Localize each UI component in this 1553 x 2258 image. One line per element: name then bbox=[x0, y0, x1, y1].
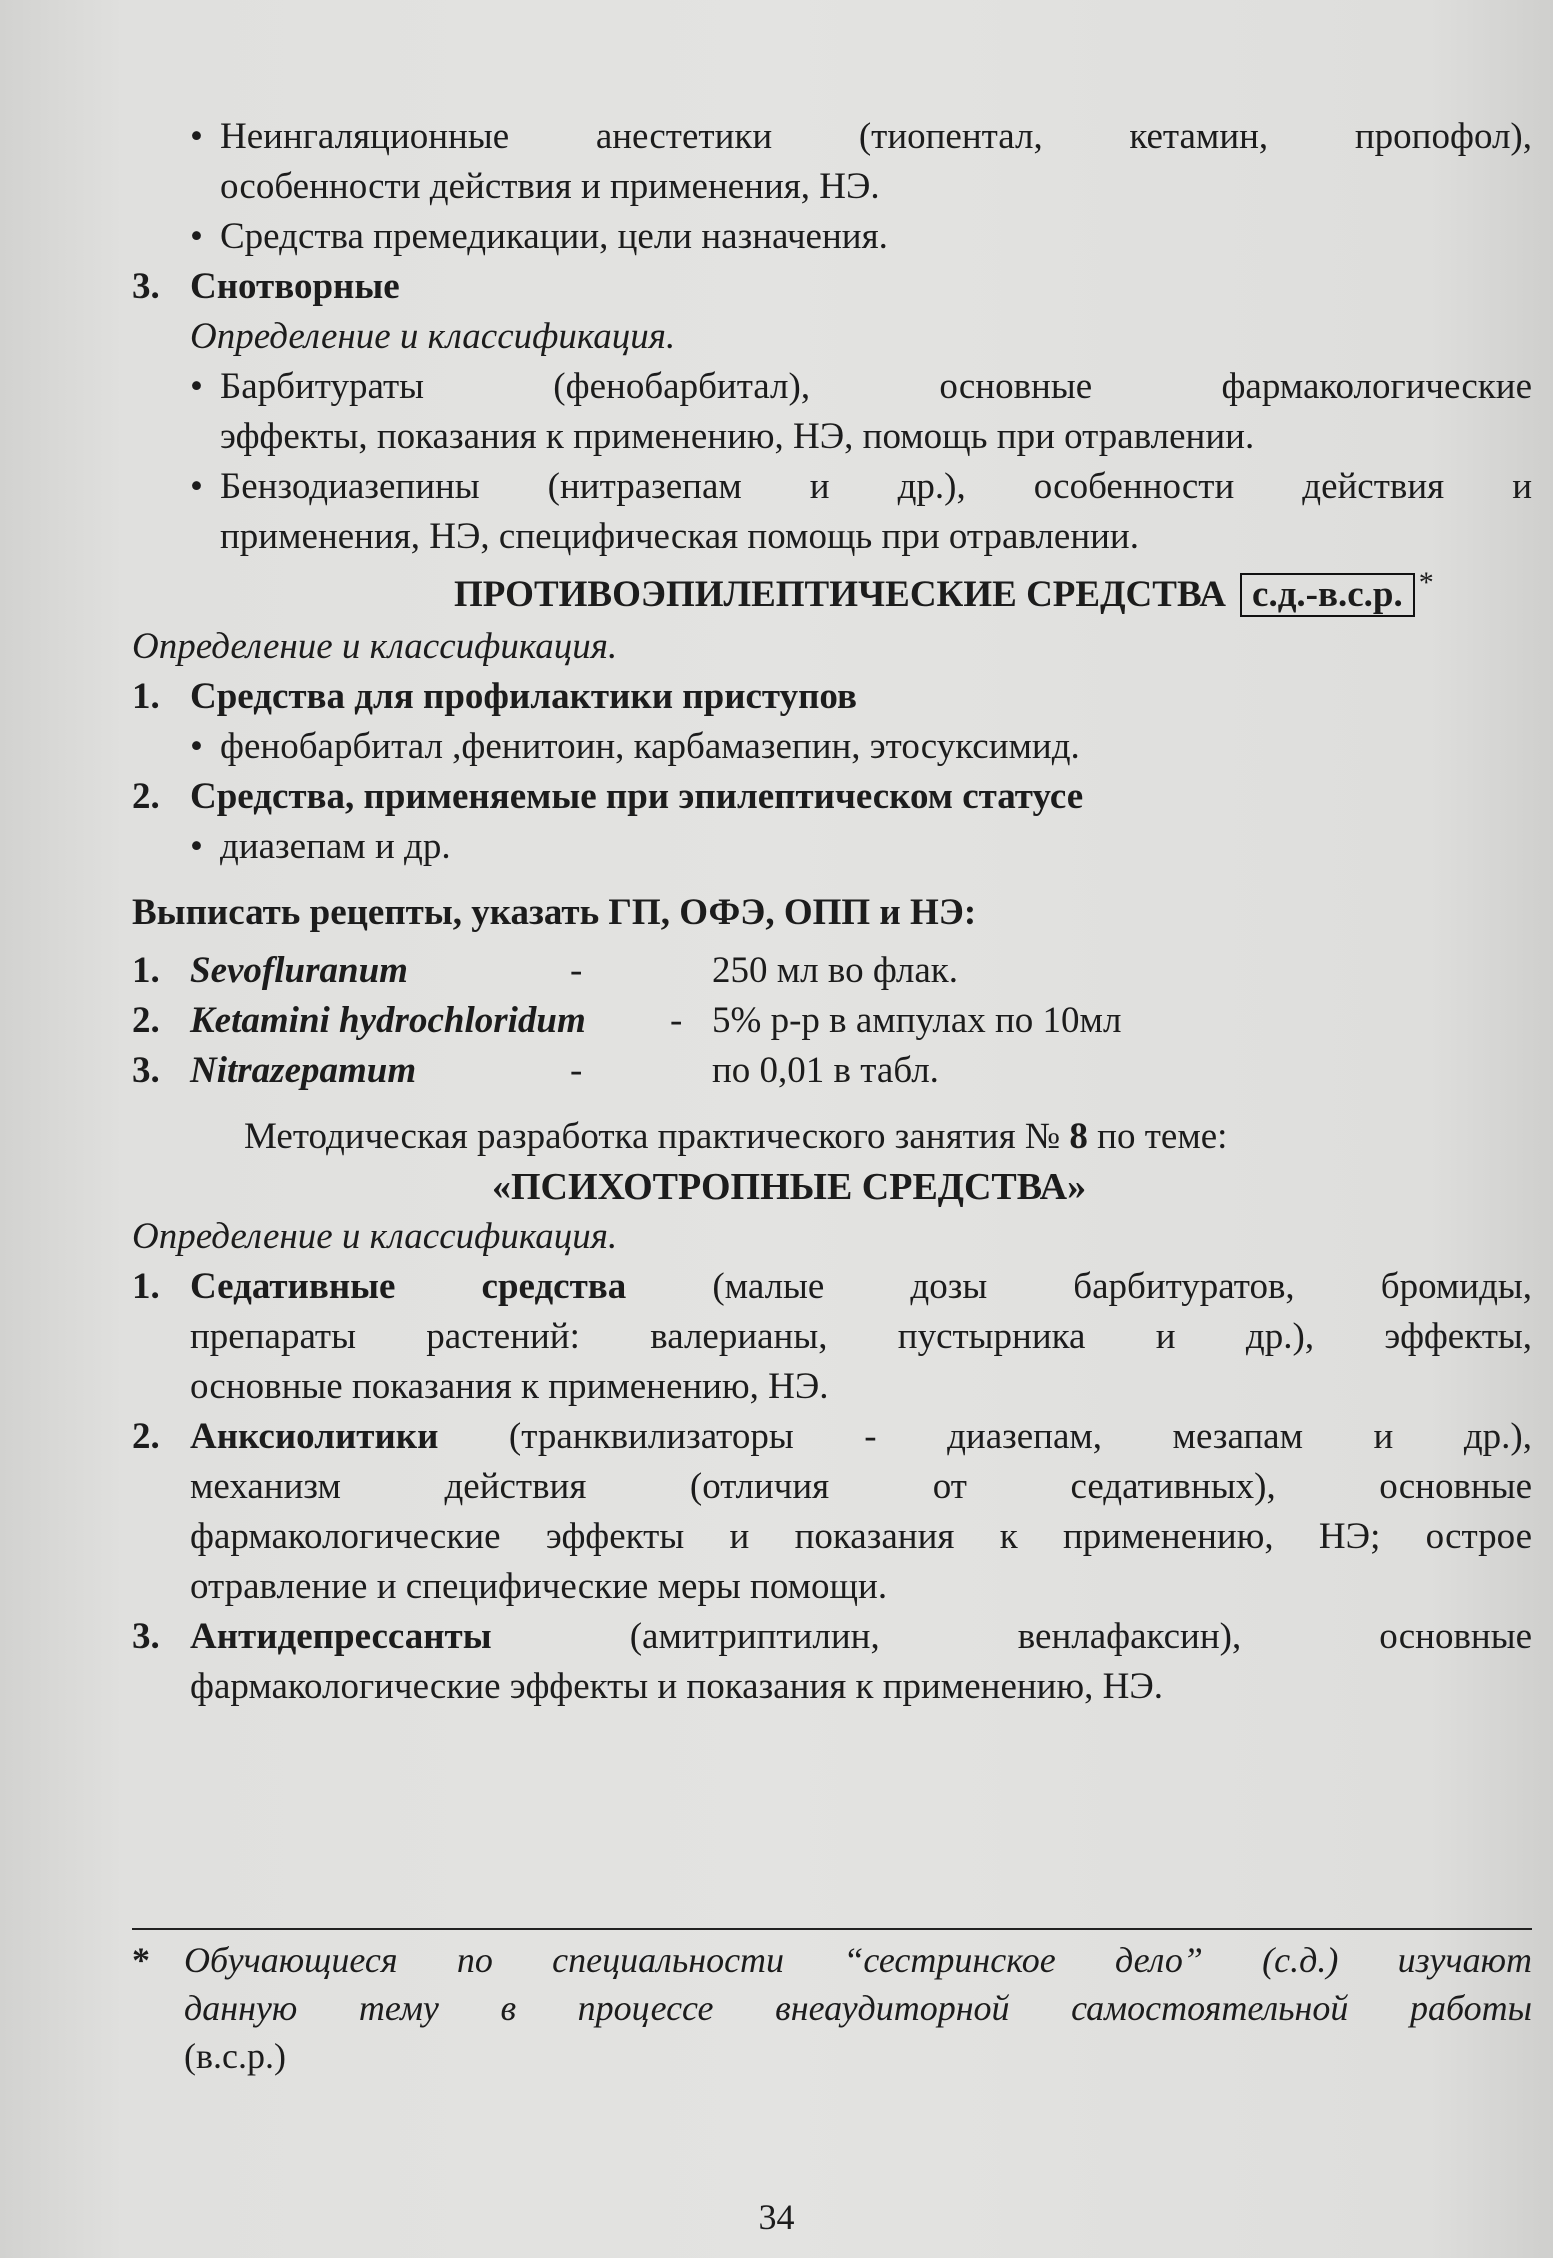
footnote-marker: * bbox=[132, 1940, 150, 1980]
status-badge: с.д.-в.с.р. bbox=[1240, 573, 1415, 617]
text-line: эффекты, показания к применению, НЭ, помощь при отравлении. bbox=[220, 416, 1255, 457]
separator: - bbox=[570, 1050, 583, 1091]
heading-text: Снотворные bbox=[190, 266, 400, 307]
text-line: механизм действия (отличия от седативных), основные bbox=[190, 1466, 1532, 1507]
text-line bbox=[132, 1936, 1532, 1984]
footnote bbox=[132, 1936, 1532, 2080]
drug-dose: 250 мл во флак. bbox=[712, 950, 959, 991]
drug-name: Ketamini hydrochloridum bbox=[190, 1000, 586, 1041]
prescription-row bbox=[132, 946, 1532, 996]
list-item bbox=[132, 362, 1532, 462]
list-number: 2. bbox=[132, 1000, 160, 1041]
list-item bbox=[132, 462, 1532, 562]
footnote-divider bbox=[132, 1928, 1532, 1930]
text-line: (в.с.р.) bbox=[184, 2036, 286, 2076]
drug-name: Nitrazepamum bbox=[190, 1050, 417, 1091]
list-number: 3. bbox=[132, 1616, 160, 1657]
text-span: (транквилизаторы - диазепам, мезапам и др.), bbox=[508, 1416, 1532, 1457]
list-item bbox=[132, 1412, 1532, 1612]
text-line: препараты растений: валерианы, пустырника и др.), эффекты, bbox=[190, 1316, 1532, 1357]
drug-dose: по 0,01 в табл. bbox=[712, 1050, 939, 1091]
text-line: применения, НЭ, специфическая помощь при отравлении. bbox=[220, 516, 1139, 557]
text-span: Методическая разработка практического занятия № bbox=[244, 1116, 1070, 1157]
bullet-icon: • bbox=[190, 726, 203, 767]
text-line: особенности действия и применения, НЭ. bbox=[220, 166, 880, 207]
text-line bbox=[190, 1262, 1532, 1312]
list-item bbox=[132, 772, 1532, 822]
text-line: диазепам и др. bbox=[220, 826, 451, 867]
text-span: по теме: bbox=[1087, 1116, 1228, 1157]
text-span: (амитриптилин, венлафаксин), основные bbox=[629, 1616, 1533, 1657]
separator: - bbox=[570, 950, 583, 991]
text-span: Обучающиеся по специальности “сестринское дело” (с.д.) изучают bbox=[184, 1940, 1532, 1980]
list-item bbox=[132, 672, 1532, 722]
bullet-icon: • bbox=[190, 466, 203, 507]
list-number: 3. bbox=[132, 1050, 160, 1091]
list-item bbox=[132, 212, 1532, 262]
text-line: основные показания к применению, НЭ. bbox=[190, 1366, 829, 1407]
list-item bbox=[132, 822, 1532, 872]
list-number: 1. bbox=[132, 950, 160, 991]
item-title: Анксиолитики bbox=[190, 1416, 439, 1457]
list-item bbox=[132, 1262, 1532, 1412]
lesson-intro bbox=[132, 1112, 1532, 1162]
list-number: 1. bbox=[132, 676, 160, 717]
bullet-icon: • bbox=[190, 116, 203, 157]
page-number: 34 bbox=[758, 2197, 795, 2237]
bullet-icon: • bbox=[190, 826, 203, 867]
separator: - bbox=[670, 1000, 683, 1041]
text-line: отравление и специфические меры помощи. bbox=[190, 1566, 888, 1607]
definition-line: Определение и классификация. bbox=[132, 626, 618, 667]
section-title-row bbox=[132, 566, 1532, 622]
text-line: фармакологические эффекты и показания к применению, НЭ. bbox=[190, 1666, 1164, 1707]
definition-line: Определение и классификация. bbox=[132, 1216, 618, 1257]
definition-line: Определение и классификация. bbox=[190, 316, 676, 357]
bullet-icon: • bbox=[190, 366, 203, 407]
text-line: фенобарбитал ,фенитоин, карбамазепин, этосуксимид. bbox=[220, 726, 1080, 767]
text-line: данную тему в процессе внеаудиторной самостоятельной работы bbox=[184, 1988, 1532, 2028]
page-content bbox=[132, 112, 1532, 1712]
list-number: 2. bbox=[132, 776, 160, 817]
drug-dose: 5% р-р в ампулах по 10мл bbox=[712, 1000, 1122, 1041]
text-line: фармакологические эффекты и показания к применению, НЭ; острое bbox=[190, 1516, 1532, 1557]
bullet-icon: • bbox=[190, 216, 203, 257]
text-line: Неингаляционные анестетики (тиопентал, кетамин, пропофол), bbox=[220, 116, 1532, 157]
prescriptions-heading: Выписать рецепты, указать ГП, ОФЭ, ОПП и НЭ: bbox=[132, 892, 977, 933]
text-line: Барбитураты (фенобарбитал), основные фармакологические bbox=[220, 366, 1532, 407]
list-item bbox=[132, 1612, 1532, 1712]
list-item bbox=[132, 722, 1532, 772]
section-title: ПРОТИВОЭПИЛЕПТИЧЕСКИЕ СРЕДСТВА bbox=[454, 574, 1227, 615]
item-title: Антидепрессанты bbox=[190, 1616, 492, 1657]
prescription-row bbox=[132, 1046, 1532, 1096]
list-number: 3. bbox=[132, 266, 160, 307]
section-heading bbox=[132, 262, 1532, 312]
drug-name: Sevofluranum bbox=[190, 950, 408, 991]
text-line: Средства премедикации, цели назначения. bbox=[220, 216, 888, 257]
list-number: 2. bbox=[132, 1416, 160, 1457]
list-item bbox=[132, 112, 1532, 212]
item-title: Средства, применяемые при эпилептическом статусе bbox=[190, 776, 1084, 817]
prescription-row bbox=[132, 996, 1532, 1046]
text-span: (малые дозы барбитуратов, бромиды, bbox=[712, 1266, 1533, 1307]
text-line bbox=[190, 1412, 1532, 1462]
text-line bbox=[190, 1612, 1532, 1662]
text-line: Бензодиазепины (нитразепам и др.), особенности действия и bbox=[220, 466, 1532, 507]
item-title: Средства для профилактики приступов bbox=[190, 676, 857, 717]
lesson-number: 8 bbox=[1069, 1116, 1088, 1157]
list-number: 1. bbox=[132, 1266, 160, 1307]
item-title: Седативные средства bbox=[190, 1266, 627, 1307]
footnote-marker: * bbox=[1418, 566, 1434, 599]
lesson-title: «ПСИХОТРОПНЫЕ СРЕДСТВА» bbox=[492, 1166, 1087, 1208]
